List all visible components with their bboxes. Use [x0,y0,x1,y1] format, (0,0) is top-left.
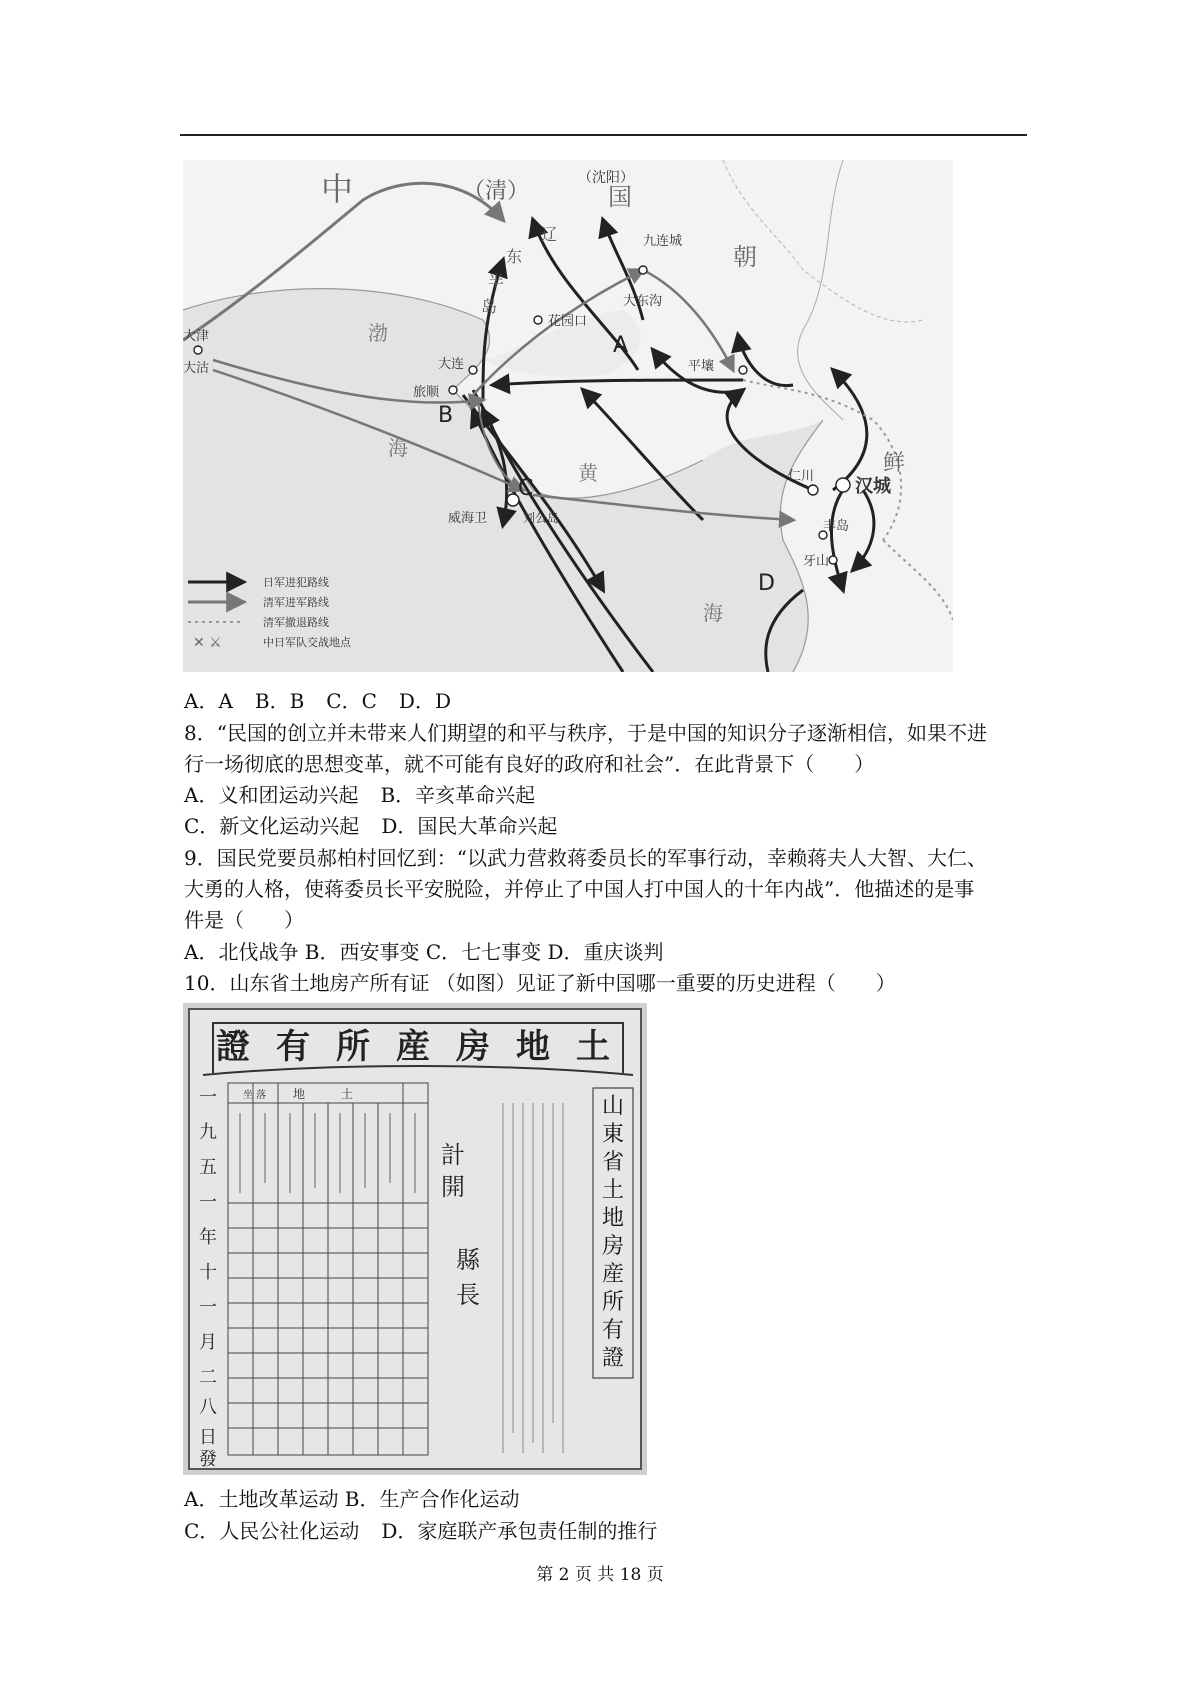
map-label-qing: （清） [463,179,530,204]
sino-japanese-war-map [183,160,953,672]
svg-text:山: 山 [601,1094,625,1119]
q8-option-a[interactable]: A．义和团运动兴起 [184,783,359,807]
cert-title-char-1: 土 [576,1027,610,1067]
legend-battle-site: 中日军队交战地点 [263,636,351,649]
q8-options-cd [184,811,557,841]
map-label-dao: 岛 [481,297,498,316]
map-marker-d: D [758,571,775,596]
q10-options-cd [184,1516,657,1546]
map-label-dalian: 大连 [438,357,465,372]
q7-options [184,686,451,716]
map-label-pingrang: 平壤 [688,359,715,374]
map-label-xian: 鲜 [883,451,906,476]
q8-option-c[interactable]: C．新文化运动兴起 [184,814,360,838]
map-label-liao: 辽 [541,225,558,244]
map-label-guo: 国 [608,183,632,211]
map-marker-b: B [438,403,454,428]
map-label-hai1: 海 [388,436,408,460]
map-label-tianjin: 大津 [183,329,210,344]
header-rule [180,134,1027,136]
map-label-huang: 黄 [578,461,598,485]
map-label-chao: 朝 [733,243,757,271]
map-label-hancheng: 汉城 [855,476,891,497]
map-label-fengdao: 丰岛 [823,519,850,534]
map-label-ban: 半 [488,272,505,291]
q7-option-d[interactable]: D．D [398,689,451,713]
land-certificate-image [183,1003,647,1475]
map-label-china: 中 [321,170,354,208]
q10-option-d[interactable]: D．家庭联产承包责任制的推行 [381,1519,658,1543]
svg-text:所: 所 [601,1290,625,1315]
svg-text:年: 年 [199,1227,217,1248]
svg-text:地: 地 [601,1206,625,1231]
map-marker-a: A [613,333,629,358]
map-label-jiuliancheng: 九连城 [643,234,683,249]
svg-text:八: 八 [199,1397,217,1418]
svg-text:有: 有 [601,1318,625,1343]
svg-text:月: 月 [199,1332,217,1353]
q9-stem-line2: 大勇的人格，使蒋委员长平安脱险，并停止了中国人打中国人的十年内战”．他描述的是事 [184,877,975,901]
map-label-weihaiwei: 威海卫 [448,511,488,526]
cert-center-ji: 計 [441,1141,465,1169]
svg-text:省: 省 [601,1150,625,1175]
map-marker-c: C [518,476,534,501]
map-label-huayuankou: 花园口 [548,314,588,329]
q9-stem-line1: 9．国民党要员郝柏村回忆到：“以武力营救蒋委员长的军事行动，幸赖蒋夫人大智、大仁、 [184,846,987,870]
map-label-shenyang: （沈阳） [578,170,634,186]
cert-center-zhang: 長 [456,1281,480,1309]
map-label-dadonggou: 大东沟 [623,294,663,309]
legend-qing-retreat: 清军撤退路线 [263,616,329,629]
map-label-yashan: 牙山 [803,554,830,569]
cert-table-header-left: 坐 落 [243,1090,267,1101]
map-label-bo: 渤 [368,321,388,345]
svg-text:一: 一 [199,1297,217,1318]
q7-option-a[interactable]: A．A [184,689,233,713]
svg-text:土: 土 [601,1178,625,1203]
legend-japan-advance: 日军进犯路线 [263,576,329,589]
map-label-hai2: 海 [703,601,723,625]
map-label-renchuan: 仁川 [788,469,815,484]
cert-title-char-2: 地 [516,1027,550,1067]
svg-text:一: 一 [199,1087,217,1108]
svg-text:證: 證 [601,1346,625,1371]
cert-title-char-7: 證 [216,1027,250,1067]
cert-title-char-5: 所 [336,1027,370,1067]
q8-options-ab [184,780,535,810]
map-label-lushun: 旅顺 [413,385,440,400]
svg-text:産: 産 [601,1262,625,1287]
cert-center-kai: 開 [441,1173,465,1201]
svg-text:發: 發 [199,1449,217,1470]
q7-option-c[interactable]: C．C [326,689,377,713]
legend-qing-advance: 清军进军路线 [263,596,329,609]
map-label-dong: 东 [506,247,523,266]
svg-text:二: 二 [199,1367,217,1388]
cert-title-char-3: 房 [456,1027,490,1067]
q8-option-b[interactable]: B．辛亥革命兴起 [380,783,536,807]
cert-title-char-6: 有 [276,1027,310,1067]
svg-text:日: 日 [199,1427,217,1448]
q8-stem-line1: 8．“民国的创立并未带来人们期望的和平与秩序，于是中国的知识分子逐渐相信，如果不进 [184,721,987,745]
q10-stem: 10．山东省土地房产所有证 （如图）见证了新中国哪一重要的历史进程（ ） [184,971,896,995]
svg-text:九: 九 [199,1122,217,1143]
q8-option-d[interactable]: D．国民大革命兴起 [381,814,558,838]
cert-center-xian: 縣 [456,1246,480,1274]
q10-options-ab[interactable]: A．土地改革运动 B．生产合作化运动 [184,1487,520,1511]
svg-text:十: 十 [199,1262,217,1283]
q8-stem-line2: 行一场彻底的思想变革，就不可能有良好的政府和社会”．在此背景下（ ） [184,752,875,776]
svg-text:東: 東 [601,1122,625,1147]
svg-text:一: 一 [199,1192,217,1213]
svg-text:五: 五 [199,1157,217,1178]
svg-text:房: 房 [601,1234,625,1259]
cert-title-char-4: 産 [396,1027,430,1067]
svg-text:✕ ⚔: ✕ ⚔ [193,635,222,651]
cert-table-header-right: 地 土 [293,1087,354,1101]
map-label-dagu: 大沽 [183,361,210,376]
q10-option-c[interactable]: C．人民公社化运动 [184,1519,360,1543]
page-footer: 第 2 页 共 18 页 [536,1565,664,1585]
q7-option-b[interactable]: B．B [254,689,305,713]
q9-options[interactable]: A．北伐战争 B．西安事变 C．七七事变 D．重庆谈判 [184,940,664,964]
map-label-liugongdao: 刘公岛 [523,511,560,525]
q9-stem-line3: 件是（ ） [184,908,304,932]
